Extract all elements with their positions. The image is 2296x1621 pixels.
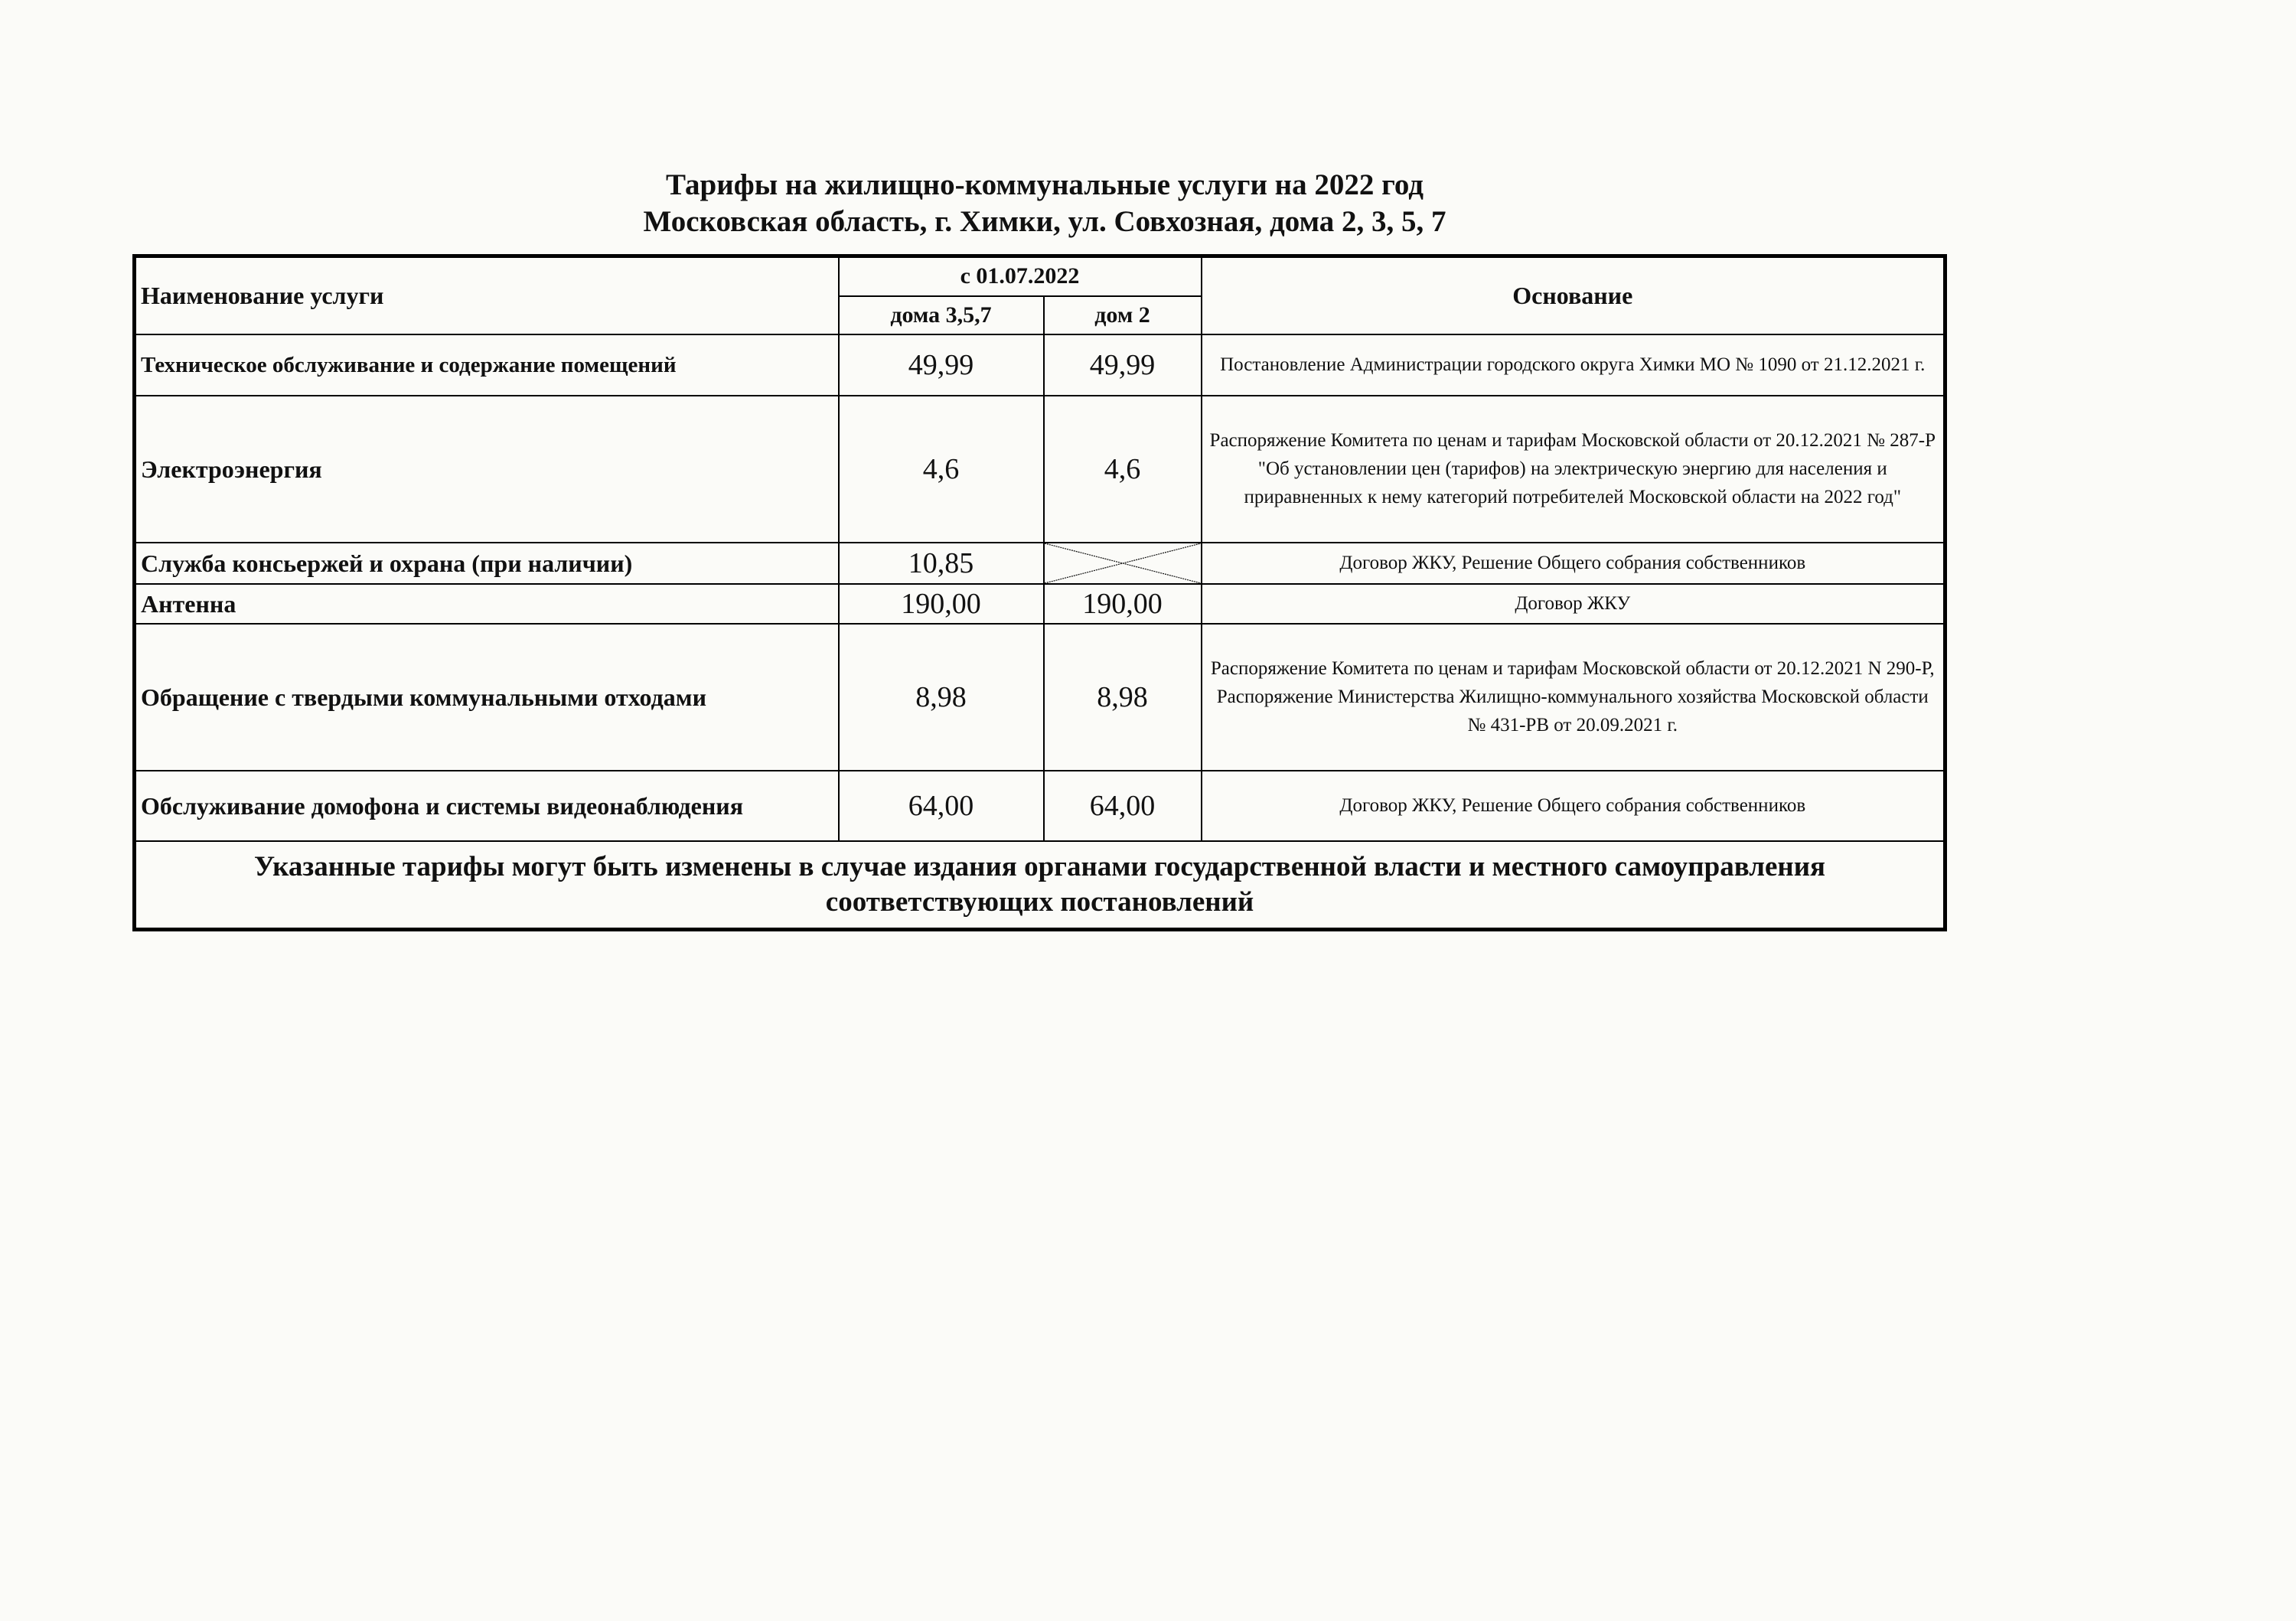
note-row — [135, 841, 1945, 930]
row-service: Обращение с твердыми коммунальными отходами — [135, 624, 839, 771]
document-title: Тарифы на жилищно-коммунальные услуги на 2022 год — [666, 168, 1424, 201]
row-service: Антенна — [135, 584, 839, 624]
table-row — [135, 396, 1945, 543]
row-basis: Постановление Администрации городского округа Химки МО № 1090 от 21.12.2021 г. — [1202, 334, 1945, 396]
row-value-house-2: 64,00 — [1044, 771, 1202, 841]
row-service: Электроэнергия — [135, 396, 839, 543]
row-value-house-2: 190,00 — [1044, 584, 1202, 624]
row-basis: Распоряжение Комитета по ценам и тарифам Московской области от 20.12.2021 № 287-Р "Об установлении цен (тарифов) на электрическую энергию для населения и приравненных к нему категорий потребителей Московской области на 2022 год" — [1202, 396, 1945, 543]
header-col-house-2: дом 2 — [1044, 296, 1202, 334]
row-value-houses-357: 8,98 — [839, 624, 1044, 771]
tariff-change-note: Указанные тарифы могут быть изменены в случае издания органами государственной власти и местного самоуправления соответствующих постановлений — [135, 841, 1945, 930]
row-basis: Договор ЖКУ, Решение Общего собрания собственников — [1202, 771, 1945, 841]
header-row — [135, 256, 1945, 296]
table-row — [135, 543, 1945, 584]
row-basis: Распоряжение Комитета по ценам и тарифам Московской области от 20.12.2021 N 290-Р, Распоряжение Министерства Жилищно-коммунального хозяйства Московской области № 431-РВ от 20.09.2021 г. — [1202, 624, 1945, 771]
row-value-houses-357: 49,99 — [839, 334, 1044, 396]
header-service: Наименование услуги — [135, 256, 839, 334]
header-date: с 01.07.2022 — [839, 256, 1202, 296]
row-service: Обслуживание домофона и системы видеонаблюдения — [135, 771, 839, 841]
table-row — [135, 584, 1945, 624]
row-basis: Договор ЖКУ, Решение Общего собрания собственников — [1202, 543, 1945, 584]
row-value-houses-357: 4,6 — [839, 396, 1044, 543]
row-value-houses-357: 190,00 — [839, 584, 1044, 624]
table-row — [135, 771, 1945, 841]
row-value-houses-357: 10,85 — [839, 543, 1044, 584]
row-value-house-2-crossed-out — [1044, 543, 1202, 584]
cross-out-mark — [1045, 543, 1201, 583]
row-value-house-2: 49,99 — [1044, 334, 1202, 396]
header-col-houses-357: дома 3,5,7 — [839, 296, 1044, 334]
row-service: Служба консьержей и охрана (при наличии) — [135, 543, 839, 584]
header-basis: Основание — [1202, 256, 1945, 334]
table-row — [135, 624, 1945, 771]
row-value-houses-357: 64,00 — [839, 771, 1044, 841]
row-service: Техническое обслуживание и содержание помещений — [135, 334, 839, 396]
row-basis: Договор ЖКУ — [1202, 584, 1945, 624]
table-row — [135, 334, 1945, 396]
row-value-house-2: 4,6 — [1044, 396, 1202, 543]
document-subtitle: Московская область, г. Химки, ул. Совхозная, дома 2, 3, 5, 7 — [643, 205, 1446, 238]
row-value-house-2: 8,98 — [1044, 624, 1202, 771]
tariff-table — [132, 254, 1947, 931]
